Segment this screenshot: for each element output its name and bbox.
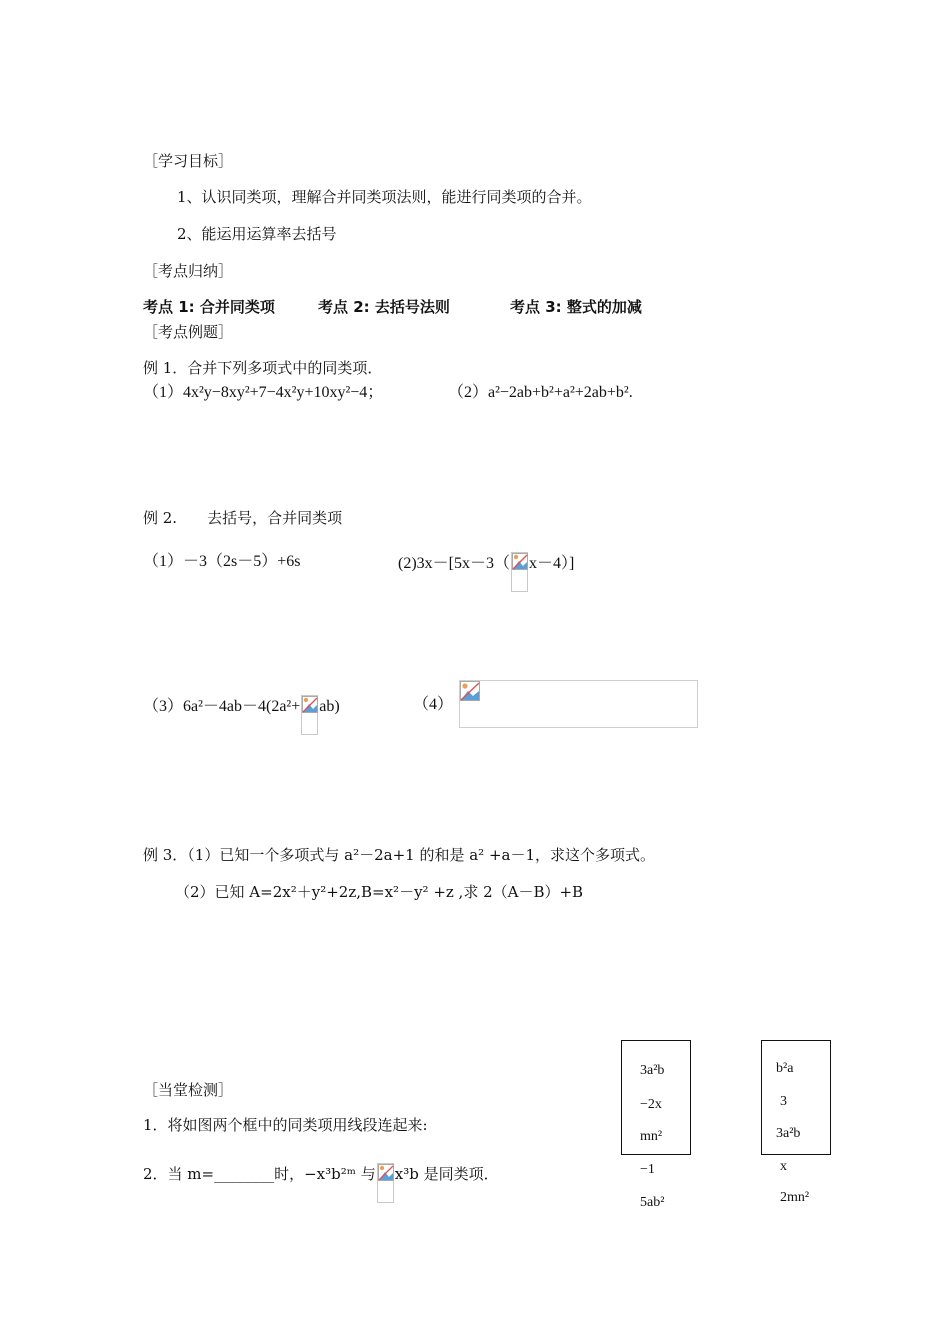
check-q2-post: x³b 是同类项． bbox=[394, 1165, 499, 1183]
left-term-2: −2x bbox=[640, 1097, 662, 1112]
check-q2-pre: 2．当 m=________时，−x³b²ᵐ 与 bbox=[143, 1165, 376, 1183]
ex1-part1: （1）4x²y−8xy²+7−4x²y+10xy²−4； bbox=[143, 384, 384, 401]
left-term-1: 3a²b bbox=[640, 1063, 665, 1078]
check-q2 bbox=[143, 1163, 499, 1203]
right-term-4: x bbox=[780, 1159, 787, 1174]
heading-objectives: ［学习目标］ bbox=[143, 152, 234, 170]
heading-check: ［当堂检测］ bbox=[143, 1081, 234, 1099]
broken-image-icon bbox=[511, 552, 528, 592]
left-term-3: mn² bbox=[640, 1129, 663, 1144]
ex2-part3-post: ab) bbox=[319, 698, 340, 715]
objective-1: 1、认识同类项，理解合并同类项法则，能进行同类项的合并。 bbox=[177, 188, 592, 206]
objective-2: 2、能运用运算率去括号 bbox=[177, 225, 337, 243]
ex2-part2-pre: (2)3x－[5x－3（ bbox=[398, 555, 510, 572]
broken-image-icon bbox=[460, 681, 482, 703]
ex3-part2: （2）已知 A=2x²＋y²+2z,B=x²－y² +z ,求 2（A－B）+B bbox=[175, 883, 584, 901]
ex1-title: 例 1．合并下列多项式中的同类项． bbox=[143, 359, 383, 377]
left-term-5: 5ab² bbox=[640, 1195, 665, 1210]
ex2-part1: （1）－3（2s－5）+6s bbox=[143, 553, 301, 570]
key-point-3: 考点 3: 整式的加减 bbox=[510, 298, 642, 316]
right-term-2: 3 bbox=[780, 1094, 787, 1109]
right-term-3: 3a²b bbox=[776, 1126, 801, 1141]
ex2-part4-image bbox=[459, 680, 698, 728]
broken-image-icon bbox=[301, 695, 318, 735]
ex2-title: 例 2. 去括号，合并同类项 bbox=[143, 509, 343, 527]
broken-image-icon bbox=[377, 1163, 394, 1203]
ex1-part2: （2）a²−2ab+b²+a²+2ab+b². bbox=[448, 384, 633, 401]
key-point-1: 考点 1: 合并同类项 bbox=[143, 298, 275, 316]
right-term-5: 2mn² bbox=[780, 1190, 810, 1205]
ex2-part4-label: （4） bbox=[413, 696, 454, 713]
ex2-part3 bbox=[143, 695, 340, 735]
heading-summary: ［考点归纳］ bbox=[143, 262, 234, 280]
ex3-part1: 例 3．（1）已知一个多项式与 a²－2a+1 的和是 a² +a－1，求这个多项式。 bbox=[143, 846, 655, 864]
ex2-part3-pre: （3）6a²－4ab－4(2a²+ bbox=[143, 698, 301, 715]
ex2-part2-post: x－4）] bbox=[529, 555, 575, 572]
right-term-1: b²a bbox=[776, 1061, 794, 1076]
heading-examples: ［考点例题］ bbox=[143, 323, 234, 341]
check-q1: 1．将如图两个框中的同类项用线段连起来: bbox=[143, 1116, 428, 1134]
key-point-2: 考点 2: 去括号法则 bbox=[318, 298, 450, 316]
ex2-part2 bbox=[398, 552, 574, 592]
left-term-4: −1 bbox=[640, 1162, 655, 1177]
